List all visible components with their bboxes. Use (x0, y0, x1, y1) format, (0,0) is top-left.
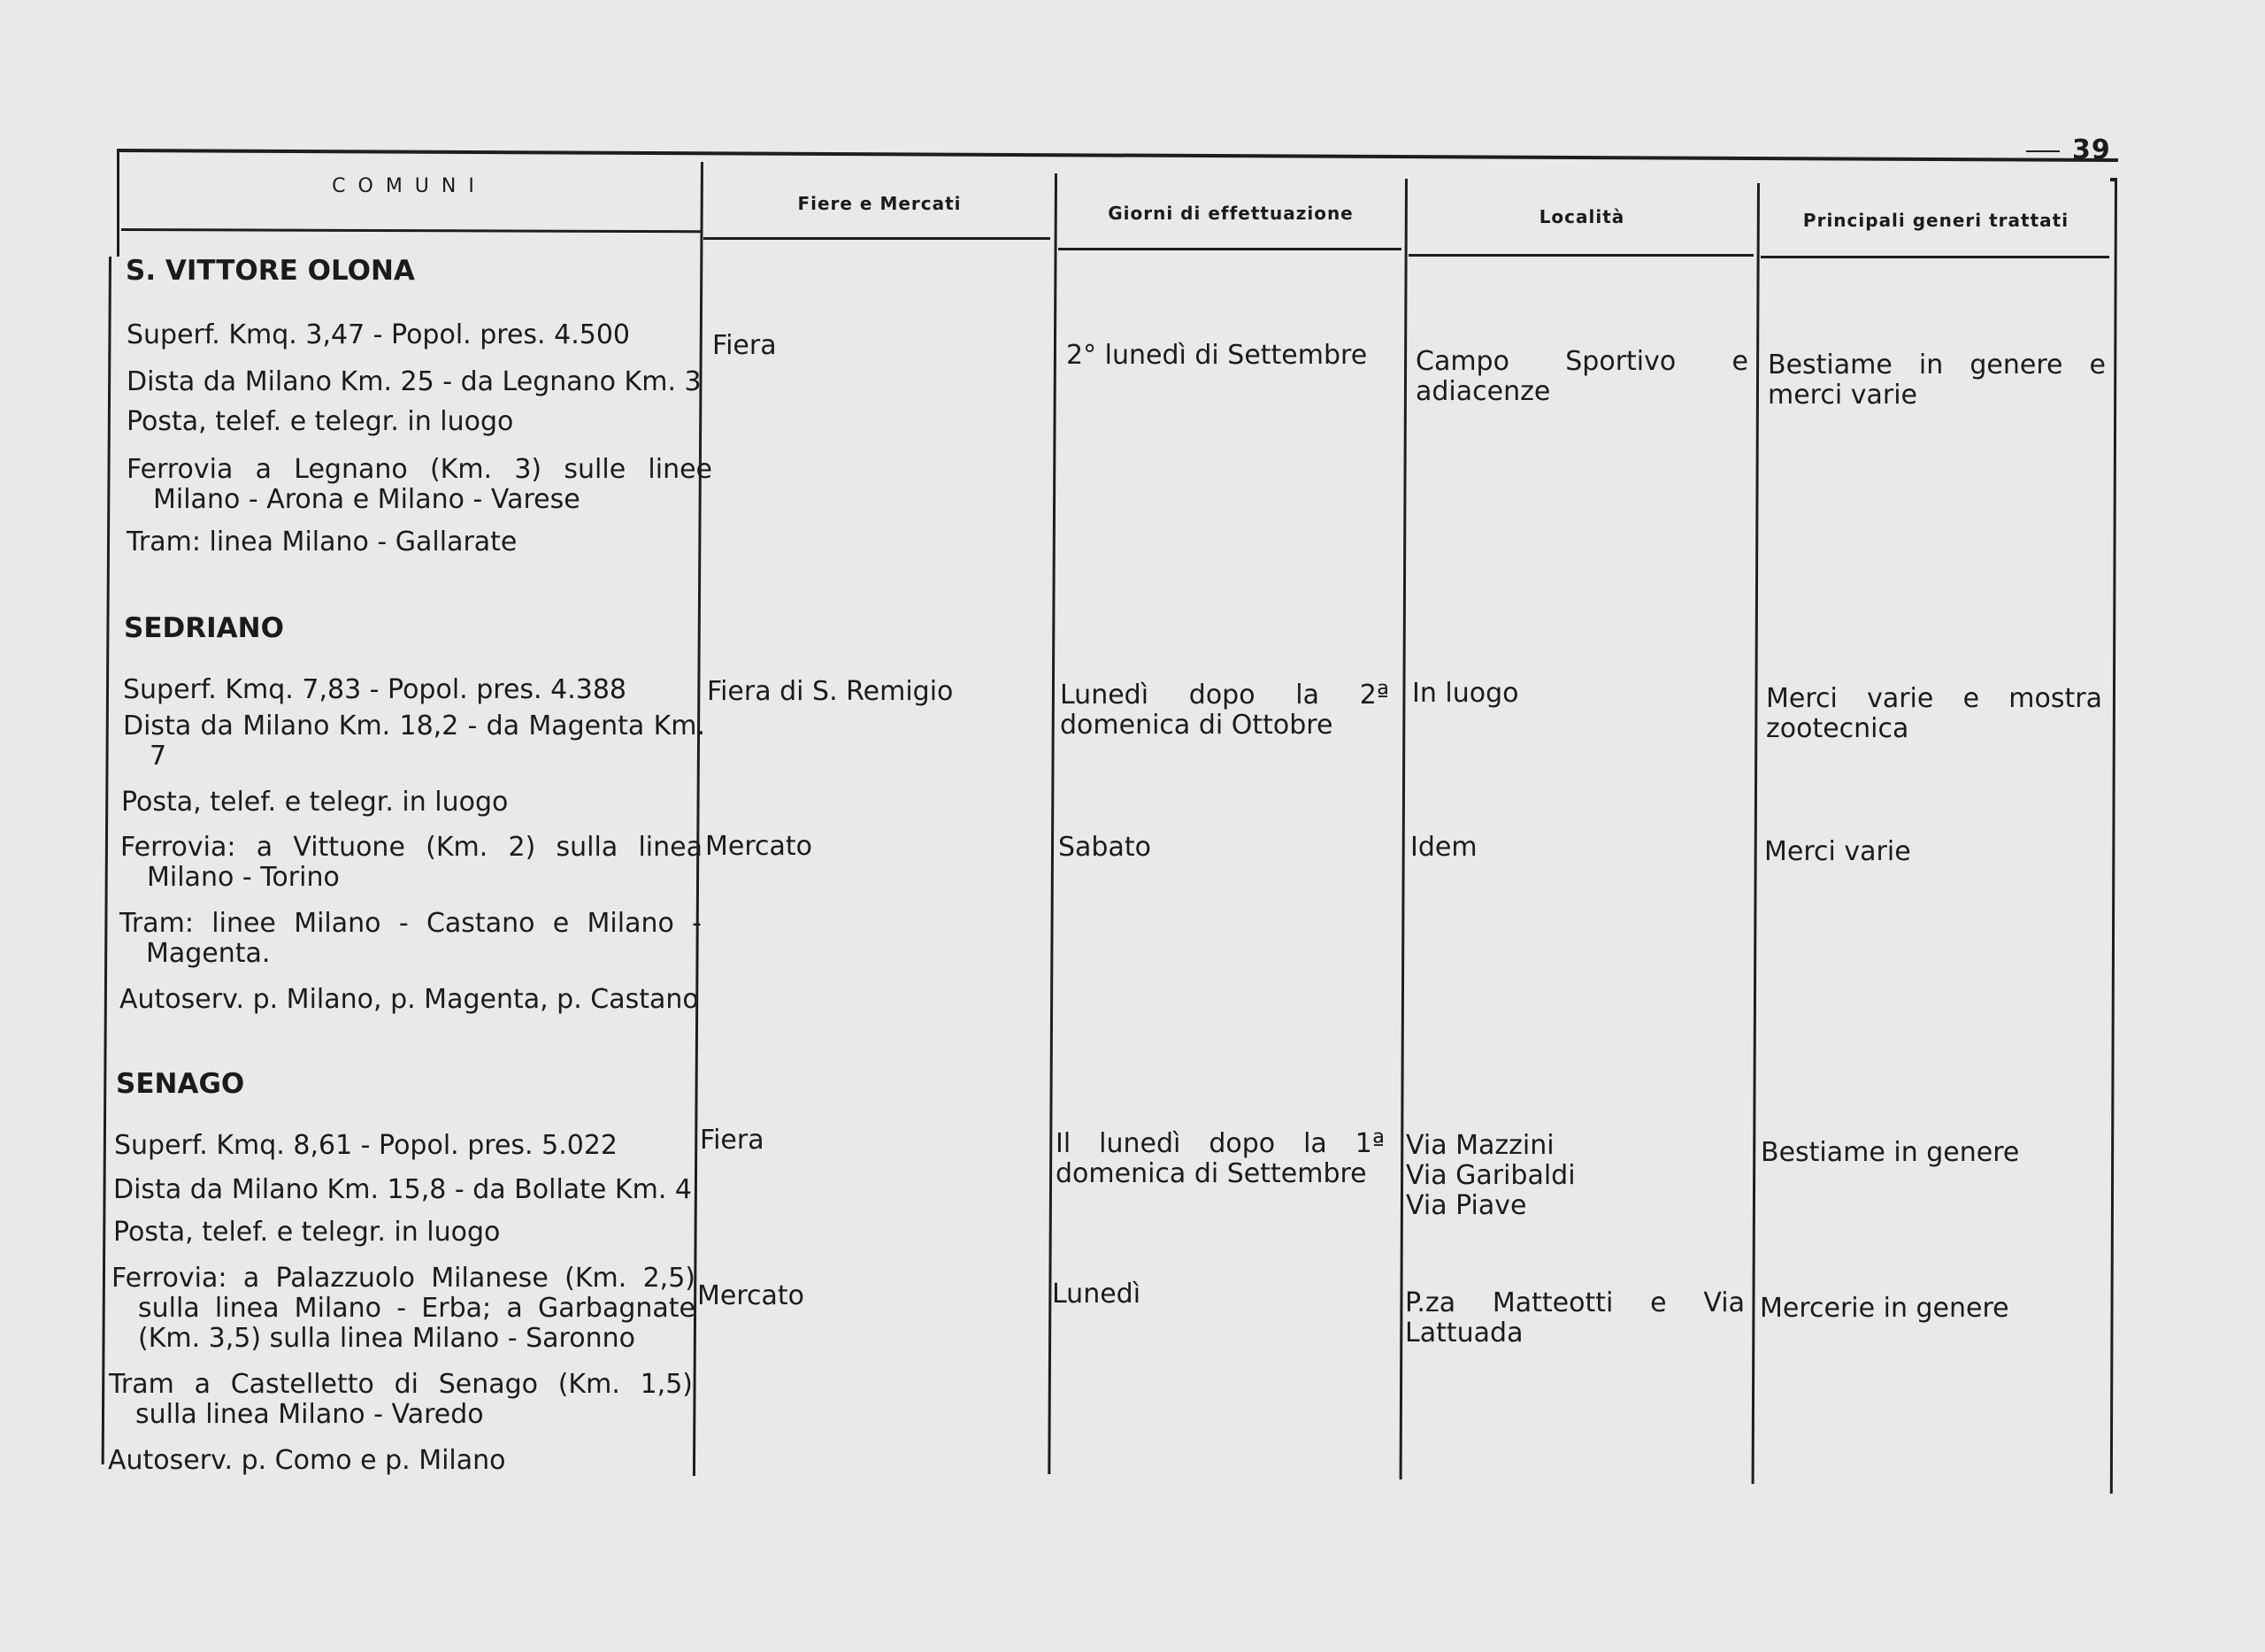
town-info-line: Autoserv. p. Como e p. Milano (108, 1445, 506, 1476)
town-info-line: Ferrovia: a Palazzuolo Milanese (Km. 2,5) sulla linea Milano - Erba; a Garbagnate (Km. 3,5) sulla linea Milano - Saronno (111, 1263, 695, 1354)
town-info-line: Posta, telef. e telegr. in luogo (127, 406, 514, 437)
event-location: Campo Sportivo e adiacenze (1416, 346, 1748, 407)
border-left-body (102, 257, 111, 1464)
event-goods: Mercerie in genere (1760, 1293, 2009, 1324)
divider-localita-generi (1752, 183, 1760, 1484)
event-goods: Merci varie (1764, 836, 1911, 867)
town-info-line: Superf. Kmq. 7,83 - Popol. pres. 4.388 (123, 674, 626, 705)
event-location-line: Via Piave (1406, 1190, 1527, 1221)
town-info-line: Tram: linea Milano - Gallarate (127, 526, 518, 557)
event-days: 2° lunedì di Settembre (1066, 340, 1368, 371)
event-location: P.za Matteotti e Via Lattuada (1405, 1287, 1745, 1348)
town-info-line: Ferrovia a Legnano (Km. 3) sulle linee Milano - Arona e Milano - Varese (127, 454, 712, 515)
header-localita: Località (1539, 206, 1625, 227)
fiera-name: Fiera di S. Remigio (707, 676, 954, 707)
header-giorni: Giorni di effettuazione (1108, 203, 1354, 224)
town-name: S. VITTORE OLONA (126, 255, 415, 287)
town-name: SEDRIANO (124, 612, 284, 644)
hdr-line-fiere (703, 237, 1050, 240)
event-location: Idem (1410, 832, 1478, 863)
event-location-line: Via Mazzini (1406, 1130, 1555, 1161)
fiera-name: Mercato (705, 831, 813, 862)
event-location-line: Via Garibaldi (1406, 1160, 1576, 1191)
event-goods: Bestiame in genere e merci varie (1768, 350, 2106, 411)
hdr-line-generi (1761, 256, 2109, 258)
header-comuni: COMUNI (332, 175, 487, 197)
town-info-line: Ferrovia: a Vittuone (Km. 2) sulla linea Milano - Torino (120, 832, 703, 893)
table-top-rule (117, 149, 2118, 162)
border-right (2110, 180, 2117, 1494)
hdr-line-localita (1409, 254, 1754, 257)
town-info-line: Tram: linee Milano - Castano e Milano - Magenta. (119, 908, 702, 969)
event-days: Lunedì (1052, 1279, 1141, 1310)
town-info-line: Dista da Milano Km. 15,8 - da Bollate Km. 4 (113, 1174, 692, 1205)
event-location: In luogo (1412, 678, 1519, 709)
event-goods: Merci varie e mostra zootecnica (1766, 683, 2102, 744)
town-info-line: Posta, telef. e telegr. in luogo (121, 787, 509, 818)
town-info-line: Tram a Castelletto di Senago (Km. 1,5) sulla linea Milano - Varedo (109, 1369, 693, 1430)
event-goods: Bestiame in genere (1761, 1137, 2020, 1168)
event-days: Il lunedì dopo la 1ª domenica di Settembre (1056, 1128, 1385, 1189)
header-generi: Principali generi trattati (1802, 210, 2069, 231)
town-info-line: Superf. Kmq. 3,47 - Popol. pres. 4.500 (127, 319, 630, 350)
divider-giorni-localita (1400, 179, 1408, 1479)
page-number-dash (2026, 150, 2060, 152)
hdr-line-giorni (1058, 248, 1401, 250)
event-days: Sabato (1058, 832, 1151, 863)
town-info-line: Autoserv. p. Milano, p. Magenta, p. Castano (119, 984, 699, 1015)
hdr-line-comuni (121, 228, 701, 233)
town-info-line: Dista da Milano Km. 18,2 - da Magenta Km. 7 (123, 711, 705, 772)
header-fiere: Fiere e Mercati (797, 193, 962, 214)
fiera-name: Fiera (700, 1125, 764, 1156)
fiera-name: Fiera (712, 330, 777, 361)
town-info-line: Dista da Milano Km. 25 - da Legnano Km. 3 (127, 366, 702, 397)
fiera-name: Mercato (697, 1280, 805, 1311)
town-name: SENAGO (116, 1068, 245, 1100)
town-info-line: Superf. Kmq. 8,61 - Popol. pres. 5.022 (114, 1130, 618, 1161)
town-info-line: Posta, telef. e telegr. in luogo (113, 1217, 501, 1248)
border-left (117, 150, 119, 257)
event-days: Lunedì dopo la 2ª domenica di Ottobre (1060, 680, 1389, 741)
page-number: 39 (2026, 134, 2111, 165)
